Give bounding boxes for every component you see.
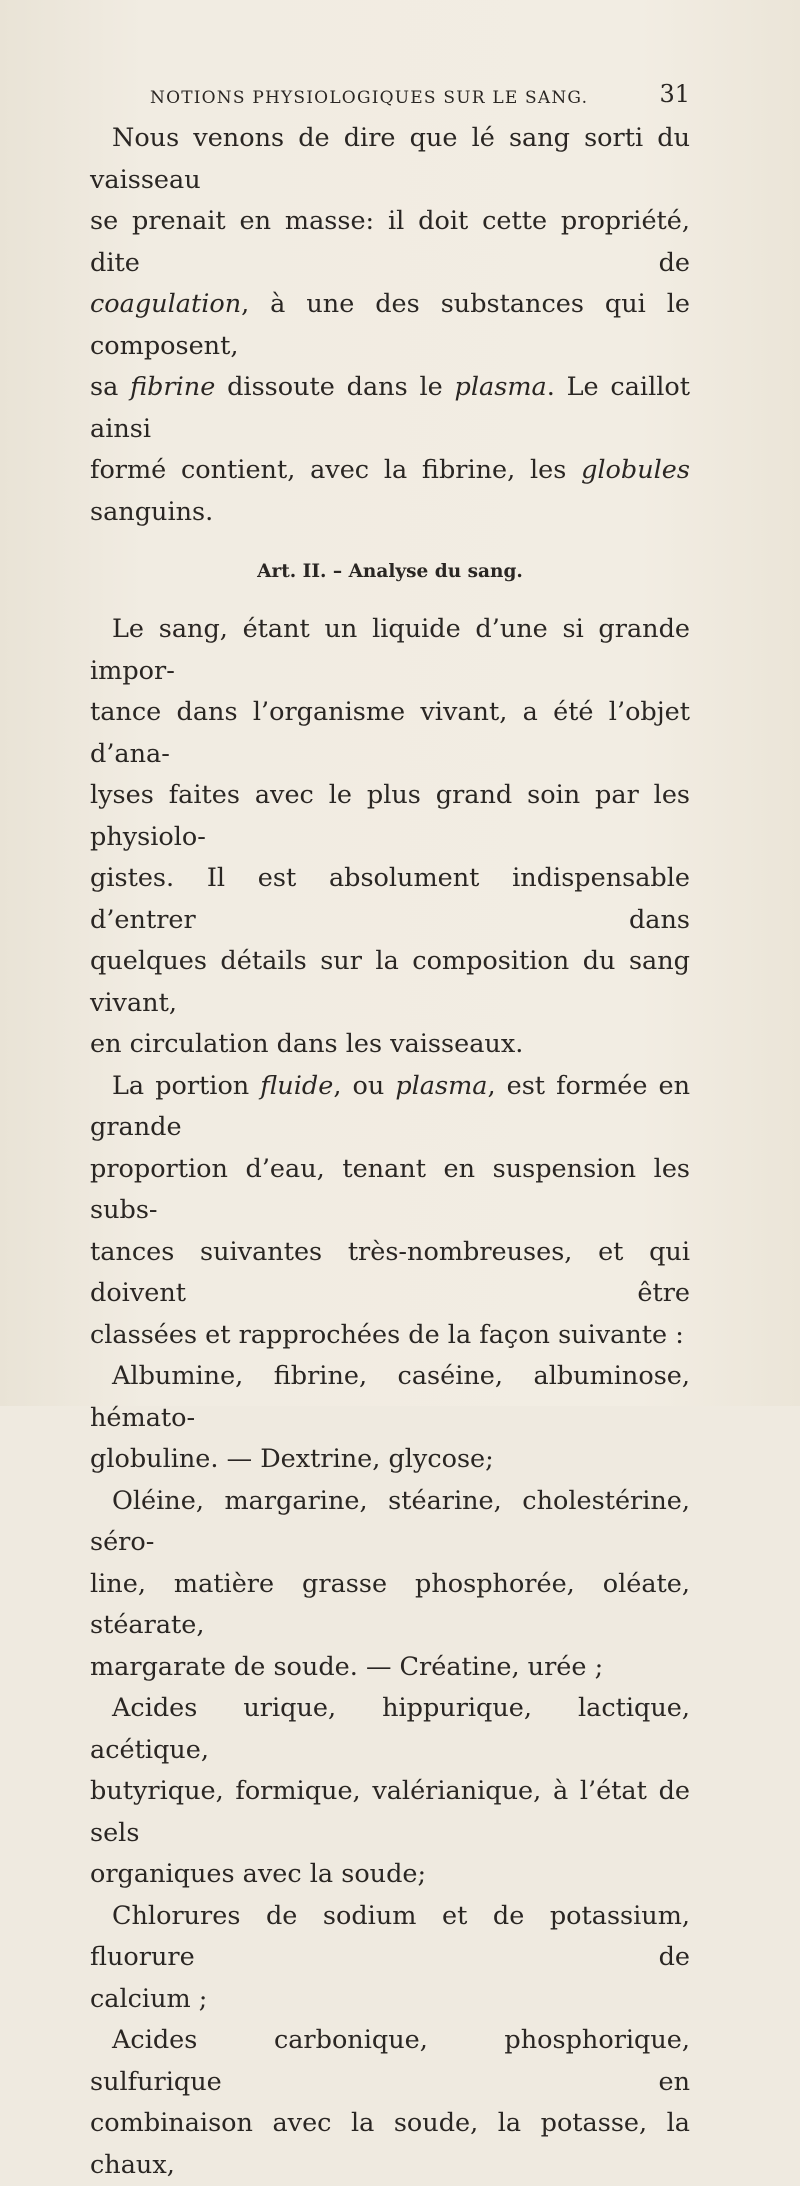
list-item-line: calcium ;: [90, 1983, 208, 2014]
text-line: lyses faites avec le plus grand soin par les physiolo-: [90, 780, 690, 852]
text-line: formé contient, avec la fibrine, les globules sanguins.: [90, 455, 690, 527]
list-item-line: margarate de soude. — Créatine, urée ;: [90, 1651, 604, 1682]
page-header: [150, 80, 690, 116]
italic-term: fluide: [260, 1070, 334, 1101]
page-number: 31: [659, 80, 690, 108]
list-item: Albumine, fibrine, caséine, albuminose, hémato-: [90, 1361, 690, 1433]
text-line: se prenait en masse: il doit cette propriété, dite de: [90, 206, 690, 278]
text-line: Le sang, étant un liquide d’une si grande impor-: [90, 614, 690, 686]
italic-term: coagulation: [90, 289, 242, 319]
paragraph-plasma: [90, 1066, 690, 1357]
text-line: La portion fluide, ou plasma, est formée en grande: [90, 1070, 691, 1142]
text-line: coagulation, à une des substances qui le composent,: [90, 289, 690, 361]
list-item-line: butyrique, formique, valérianique, à l’état de sels: [90, 1776, 690, 1848]
text-line: proportion d’eau, tenant en suspension les subs-: [90, 1153, 690, 1225]
list-item: Oléine, margarine, stéarine, cholestérine, séro-: [90, 1485, 690, 1557]
italic-term: plasma: [454, 372, 547, 402]
list-item-line: line, matière grasse phosphorée, oléate, stéarate,: [90, 1568, 690, 1640]
list-item: Acides urique, hippurique, lactique, acétique,: [90, 1693, 690, 1765]
text-line: tance dans l’organisme vivant, a été l’objet d’ana-: [90, 697, 690, 769]
italic-term: fibrine: [130, 372, 216, 402]
list-item-line: organiques avec la soude;: [90, 1859, 427, 1889]
substance-list: [90, 1356, 690, 2186]
text-line: Nous venons de dire que lé sang sorti du vaisseau: [90, 123, 690, 195]
text-line: classées et rapprochées de la façon suivante :: [90, 1319, 684, 1350]
body-text: [90, 118, 690, 2186]
text-line: tances suivantes très-nombreuses, et qui doivent être: [90, 1236, 690, 1308]
section-heading: Art. II. – Analyse du sang.: [257, 561, 523, 582]
list-item: Chlorures de sodium et de potassium, fluorure de: [90, 1900, 690, 1972]
text-line: en circulation dans les vaisseaux.: [90, 1029, 524, 1059]
paragraph-coagulation: [90, 118, 690, 533]
running-title: NOTIONS PHYSIOLOGIQUES SUR LE SANG.: [150, 88, 589, 108]
list-item-line: globuline. — Dextrine, glycose;: [90, 1444, 494, 1474]
italic-term: plasma: [395, 1070, 488, 1101]
text-line: gistes. Il est absolument indispensable d’entrer dans: [90, 863, 690, 935]
paragraph-analysis: [90, 609, 690, 1066]
italic-term: globules: [581, 455, 690, 485]
text-line: sa fibrine dissoute dans le plasma. Le caillot ainsi: [90, 372, 690, 444]
text-line: quelques détails sur la composition du sang vivant,: [90, 946, 690, 1018]
list-item-line: combinaison avec la soude, la potasse, la chaux,: [90, 2108, 690, 2180]
list-item: Acides carbonique, phosphorique, sulfurique en: [90, 2025, 690, 2097]
